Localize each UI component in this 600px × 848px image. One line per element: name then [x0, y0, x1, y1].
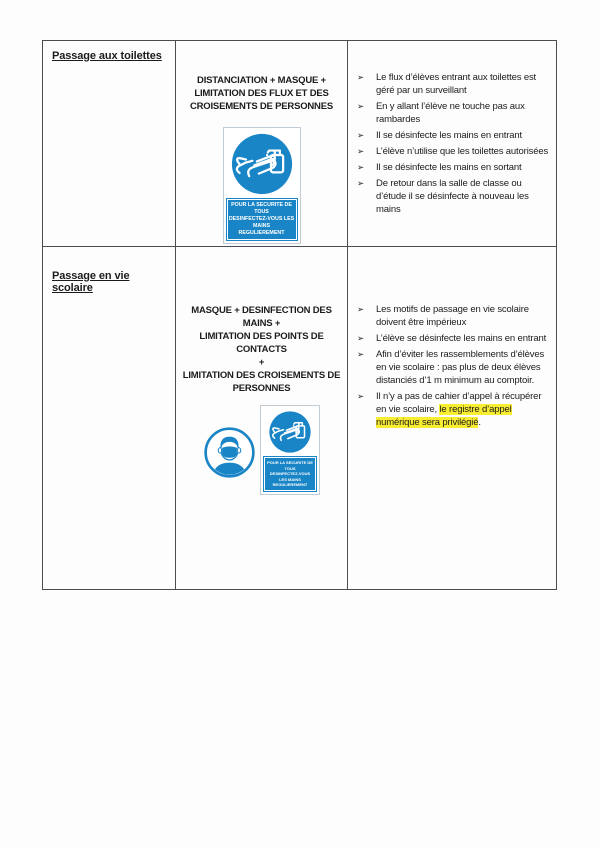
- measures-cell-toilettes: [176, 41, 348, 247]
- arrow-bullet-icon: ➢: [357, 178, 365, 188]
- sign-caption: [264, 457, 316, 491]
- text-segment: .: [478, 417, 481, 428]
- arrow-bullet-icon: ➢: [357, 101, 365, 111]
- list-item: [357, 129, 552, 142]
- measure-text: LIMITATION DES POINTS DE CONTACTS: [199, 331, 324, 355]
- measure-text: LIMITATION DES CROISEMENTS DE PERSONNES: [182, 370, 341, 394]
- list-item: [357, 303, 552, 329]
- bullets-cell-toilettes: [348, 41, 557, 247]
- text-segment: Il n’y a pas de cahier d’appel à récupérer en vie scolaire,: [376, 391, 542, 415]
- list-item-text: Il se désinfecte les mains en sortant: [376, 162, 522, 173]
- list-item-text: Il se désinfecte les mains en entrant: [376, 130, 523, 141]
- sign-caption-line: POUR LA SECURITE DE TOUS: [231, 202, 292, 215]
- list-item-text: De retour dans la salle de classe ou d’étude il se désinfecte à nouveau les mains: [376, 178, 529, 215]
- sign-caption-line: REGULIEREMENT: [238, 230, 285, 236]
- mask-required-icon: [203, 426, 256, 479]
- list-item: [357, 161, 552, 174]
- sign-caption-line: DESINFECTEZ-VOUS LES MAINS: [269, 471, 311, 482]
- arrow-bullet-icon: ➢: [357, 72, 365, 82]
- list-item-text: [376, 390, 552, 429]
- category-cell-vie-scolaire: [43, 247, 176, 590]
- measure-text: DISTANCIATION + MASQUE + LIMITATION DES FLUX ET DES CROISEMENTS DE PERSONNES: [189, 75, 333, 112]
- row-category-label: Passage aux toilettes: [52, 50, 162, 62]
- arrow-bullet-icon: ➢: [357, 391, 365, 401]
- sign-caption-line: POUR LA SECURITE DE TOUS: [267, 460, 313, 471]
- arrow-bullet-icon: ➢: [357, 146, 365, 156]
- bullets-cell-vie-scolaire: [348, 247, 557, 590]
- list-item: [357, 145, 552, 158]
- protocol-table: [42, 40, 557, 590]
- list-item-text: Les motifs de passage en vie scolaire doivent être impérieux: [376, 304, 529, 328]
- pictogram-row: [178, 405, 345, 495]
- measures-cell-vie-scolaire: [176, 247, 348, 590]
- sign-caption-line: DESINFECTEZ-VOUS LES MAINS: [228, 216, 295, 229]
- list-item: [357, 348, 552, 387]
- sign-caption-line: REGULIEREMENT: [272, 482, 308, 487]
- measure-text: +: [258, 357, 265, 368]
- sign-caption: [227, 199, 297, 240]
- list-item: [357, 332, 552, 345]
- row-category-label: Passage en vie scolaire: [52, 270, 130, 294]
- hand-disinfection-sign: [260, 405, 320, 495]
- arrow-bullet-icon: ➢: [357, 162, 365, 172]
- list-item-text: Afin d’éviter les rassemblements d’élèves en vie scolaire : pas plus de deux élèves distanciés d’1 m minimum au comptoir.: [376, 349, 545, 386]
- list-item: [357, 177, 552, 216]
- hand-disinfection-sign: [223, 127, 301, 244]
- arrow-bullet-icon: ➢: [357, 304, 365, 314]
- arrow-bullet-icon: ➢: [357, 130, 365, 140]
- list-item-text: En y allant l’élève ne touche pas aux rambardes: [376, 101, 525, 125]
- measure-text: MASQUE + DESINFECTION DES MAINS +: [191, 305, 332, 329]
- list-item-text: Le flux d’élèves entrant aux toilettes est géré par un surveillant: [376, 72, 537, 96]
- list-item: [357, 100, 552, 126]
- hands-sanitizer-icon: [268, 410, 312, 454]
- category-cell-toilettes: [43, 41, 176, 247]
- list-item: [357, 390, 552, 429]
- list-item-text: L’élève se désinfecte les mains en entrant: [376, 333, 547, 344]
- arrow-bullet-icon: ➢: [357, 333, 365, 343]
- hands-sanitizer-icon: [230, 132, 294, 196]
- highlighted-text: le registre d’appel numérique sera privilégié: [376, 404, 512, 428]
- arrow-bullet-icon: ➢: [357, 349, 365, 359]
- list-item: [357, 71, 552, 97]
- list-item-text: L’élève n’utilise que les toilettes autorisées: [376, 146, 549, 157]
